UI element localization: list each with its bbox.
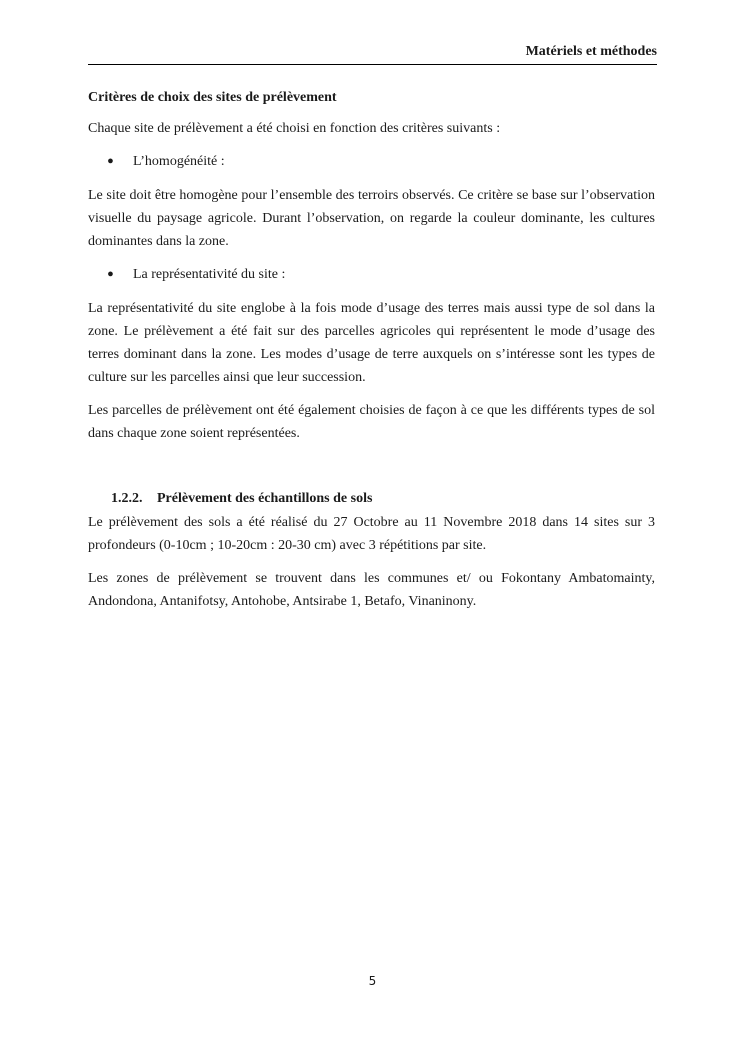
bullet-dot-icon: ● [107, 155, 114, 167]
representativity-paragraph: La représentativité du site englobe à la fois mode d’usage des terres mais aussi type de sol dans la zone. Le prélèvement a été fait sur des parcelles agricoles qui représentent le mode d’usage des terres dominant dans la zone. Les modes d’usage de terre auxquels on s’intéresse sont les types de culture sur les parcelles ainsi que leur succession. [88, 301, 655, 385]
page-number: 5 [368, 974, 377, 988]
criteria-heading: Critères de choix des sites de prélèvement [88, 90, 337, 105]
page-content [88, 86, 655, 623]
section-number: 1.2.2. [111, 491, 143, 506]
sampling-paragraph: Le prélèvement des sols a été réalisé du 27 Octobre au 11 Novembre 2018 dans 14 sites sur 3 profondeurs (0-10cm ; 10-20cm : 20-30 cm) avec 3 répétitions par site. [88, 515, 655, 553]
bullet-representativity [88, 263, 655, 286]
bullet-dot-icon: ● [107, 268, 114, 280]
soil-types-paragraph: Les parcelles de prélèvement ont été également choisies de façon à ce que les différents types de sol dans chaque zone soient représentées. [88, 403, 655, 441]
section-title: Prélèvement des échantillons de sols [157, 491, 373, 506]
criteria-intro: Chaque site de prélèvement a été choisi en fonction des critères suivants : [88, 121, 501, 136]
sampling-section-heading [111, 487, 655, 510]
homogeneity-paragraph: Le site doit être homogène pour l’ensemble des terroirs observés. Ce critère se base sur l’observation visuelle du paysage agricole. Durant l’observation, on regarde la couleur dominante, les cultures dominantes dans la zone. [88, 188, 655, 249]
bullet-label: L’homogénéité : [133, 154, 225, 169]
bullet-label: La représentativité du site : [133, 267, 286, 282]
bullet-homogeneity [88, 150, 655, 173]
sampling-zones-paragraph: Les zones de prélèvement se trouvent dans les communes et/ ou Fokontany Ambatomainty, Andondona, Antanifotsy, Antohobe, Antsirabe 1, Betafo, Vinaninony. [88, 571, 655, 609]
running-header: Matériels et méthodes [88, 44, 657, 65]
